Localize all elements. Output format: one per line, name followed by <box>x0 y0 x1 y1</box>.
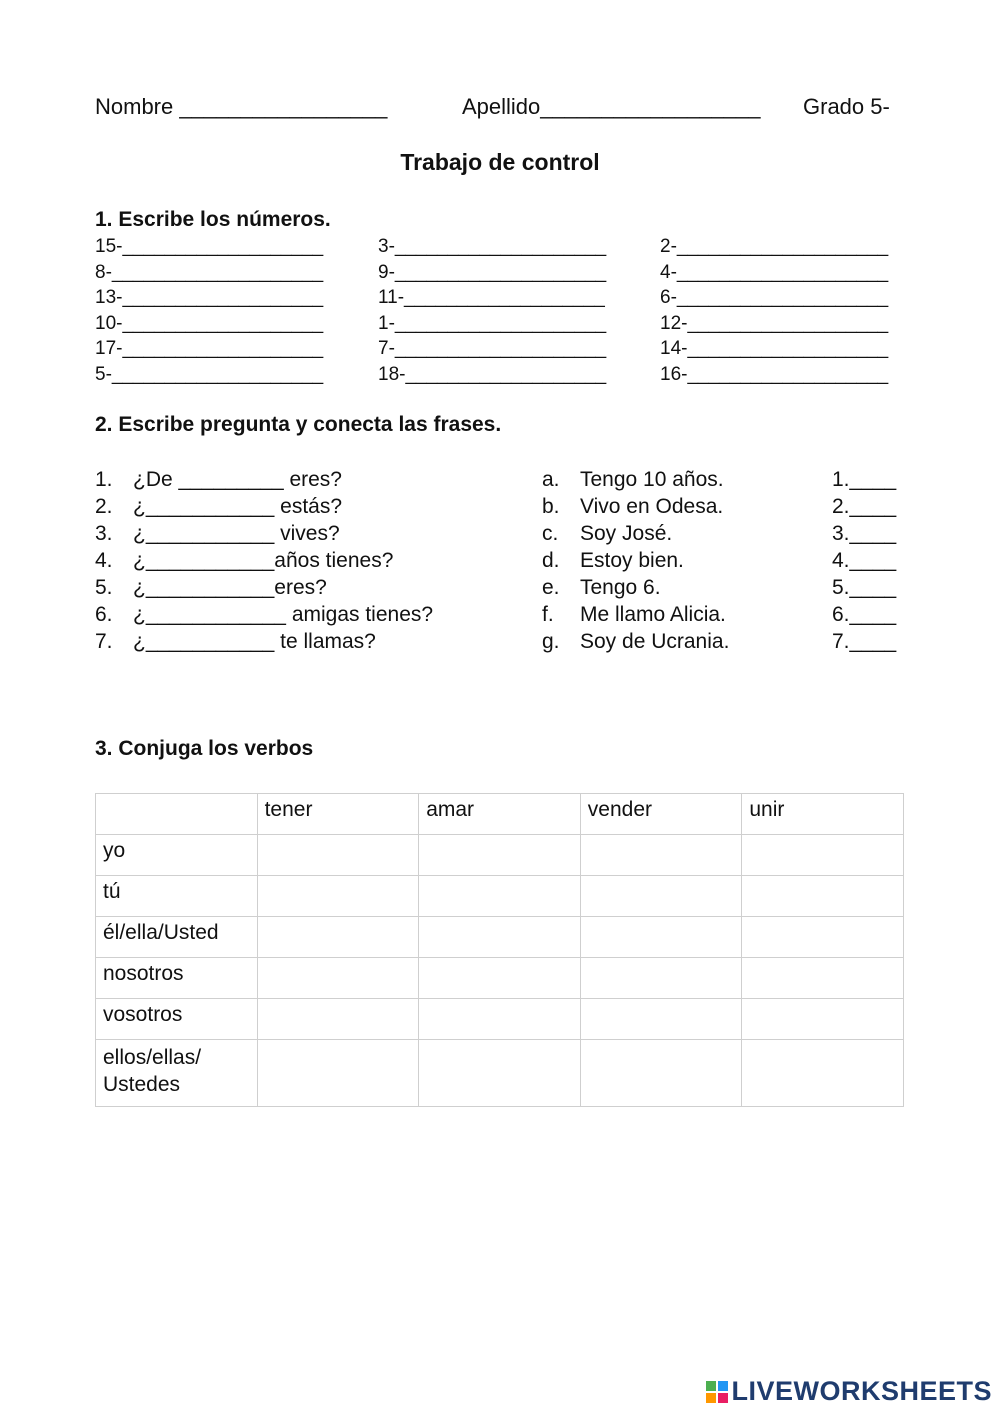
answers-list <box>580 466 729 655</box>
answer-cell[interactable] <box>580 835 742 876</box>
pronoun-cell: nosotros <box>96 958 258 999</box>
question-number: 5. <box>95 576 113 599</box>
answer-letter: a. <box>542 468 560 491</box>
answer-cell[interactable] <box>580 876 742 917</box>
table-row <box>96 999 904 1040</box>
question-number: 4. <box>95 549 113 572</box>
answer-cell[interactable] <box>257 876 419 917</box>
table-row <box>96 1040 904 1107</box>
number-item: 17-___________________ <box>95 338 324 359</box>
answer-letter: b. <box>542 495 560 518</box>
numbers-column-1 <box>95 234 323 387</box>
question-text: ¿___________ vives? <box>133 522 340 545</box>
question-numbers <box>95 466 113 655</box>
verb-header: vender <box>580 794 742 835</box>
section3-heading: 3. Conjuga los verbos <box>95 737 314 760</box>
match-blank[interactable]: 7.____ <box>832 630 897 653</box>
table-corner-cell <box>96 794 258 835</box>
answer-cell[interactable] <box>742 999 904 1040</box>
number-item: 8-____________________ <box>95 261 324 283</box>
verb-header: tener <box>257 794 419 835</box>
section2-heading: 2. Escribe pregunta y conecta las frases. <box>95 413 502 436</box>
answer-cell[interactable] <box>419 999 581 1040</box>
answer-text: Estoy bien. <box>580 549 684 572</box>
answer-cell[interactable] <box>580 917 742 958</box>
answer-cell[interactable] <box>742 835 904 876</box>
match-blank[interactable]: 3.____ <box>832 522 897 545</box>
questions-list <box>133 466 433 655</box>
answer-cell[interactable] <box>742 917 904 958</box>
answer-text: Tengo 10 años. <box>580 468 724 491</box>
number-item: 10-___________________ <box>95 312 324 334</box>
number-item: 12-___________________ <box>660 312 889 334</box>
answer-cell[interactable] <box>419 1040 581 1107</box>
answer-cell[interactable] <box>257 835 419 876</box>
answer-cell[interactable] <box>257 917 419 958</box>
number-item: 6-____________________ <box>660 287 889 308</box>
table-row <box>96 835 904 876</box>
liveworksheets-logo <box>706 1376 992 1407</box>
question-text: ¿De _________ eres? <box>133 468 342 491</box>
number-item: 13-___________________ <box>95 287 324 308</box>
answer-text: Me llamo Alicia. <box>580 603 726 626</box>
question-number: 7. <box>95 630 113 653</box>
verb-header: unir <box>742 794 904 835</box>
numbers-column-2 <box>378 234 606 387</box>
number-item: 2-____________________ <box>660 236 889 257</box>
question-number: 2. <box>95 495 113 518</box>
page-title: Trabajo de control <box>400 149 600 175</box>
question-text: ¿___________ estás? <box>133 495 343 518</box>
answer-letter: d. <box>542 549 560 572</box>
answer-cell[interactable] <box>742 1040 904 1107</box>
answer-letter: e. <box>542 576 560 599</box>
answer-cell[interactable] <box>742 876 904 917</box>
match-blank[interactable]: 1.____ <box>832 468 897 491</box>
grade-label: Grado 5- <box>803 94 890 119</box>
answer-cell[interactable] <box>580 958 742 999</box>
answer-cell[interactable] <box>580 1040 742 1107</box>
answer-letter: f. <box>542 603 554 626</box>
number-item: 18-___________________ <box>378 363 607 385</box>
match-blank[interactable]: 6.____ <box>832 603 897 626</box>
number-item: 7-____________________ <box>378 338 607 359</box>
number-item: 5-____________________ <box>95 363 324 385</box>
number-item: 11-___________________ <box>378 287 605 308</box>
answer-cell[interactable] <box>419 917 581 958</box>
answer-letter: g. <box>542 630 560 653</box>
answer-cell[interactable] <box>419 835 581 876</box>
question-number: 3. <box>95 522 113 545</box>
numbers-column-3 <box>660 234 888 387</box>
question-number: 6. <box>95 603 113 626</box>
answer-cell[interactable] <box>742 958 904 999</box>
logo-text: LIVEWORKSHEETS <box>731 1376 992 1406</box>
number-item: 4-____________________ <box>660 261 889 283</box>
pronoun-cell: tú <box>96 876 258 917</box>
number-item: 9-____________________ <box>378 261 607 283</box>
answer-text: Soy de Ucrania. <box>580 630 730 653</box>
question-text: ¿___________años tienes? <box>133 549 394 572</box>
answer-letter: c. <box>542 522 559 545</box>
answer-cell[interactable] <box>257 999 419 1040</box>
surname-field-label: Apellido__________________ <box>462 94 761 119</box>
table-row <box>96 876 904 917</box>
question-number: 1. <box>95 468 113 491</box>
answer-cell[interactable] <box>419 958 581 999</box>
number-item: 1-____________________ <box>378 312 607 334</box>
question-text: ¿___________eres? <box>133 576 327 599</box>
verb-header: amar <box>419 794 581 835</box>
match-blanks <box>832 466 896 655</box>
answer-cell[interactable] <box>257 1040 419 1107</box>
table-header-row <box>96 794 904 835</box>
table-row <box>96 958 904 999</box>
match-blank[interactable]: 4.____ <box>832 549 897 572</box>
match-blank[interactable]: 2.____ <box>832 495 897 518</box>
answer-cell[interactable] <box>580 999 742 1040</box>
pronoun-cell: él/ella/Usted <box>96 917 258 958</box>
conjugation-table <box>95 793 904 1107</box>
answer-text: Soy José. <box>580 522 673 545</box>
number-item: 3-____________________ <box>378 236 607 257</box>
answer-cell[interactable] <box>257 958 419 999</box>
match-blank[interactable]: 5.____ <box>832 576 897 599</box>
answer-text: Tengo 6. <box>580 576 661 599</box>
answer-text: Vivo en Odesa. <box>580 495 724 518</box>
section1-heading: 1. Escribe los números. <box>95 208 331 231</box>
number-item: 15-___________________ <box>95 236 324 257</box>
question-text: ¿___________ te llamas? <box>133 630 376 653</box>
pronoun-cell: ellos/ellas/ Ustedes <box>96 1040 258 1107</box>
table-row <box>96 917 904 958</box>
question-text: ¿____________ amigas tienes? <box>133 603 434 626</box>
pronoun-cell: vosotros <box>96 999 258 1040</box>
name-field-label: Nombre _________________ <box>95 94 388 119</box>
logo-squares-icon <box>706 1381 728 1403</box>
number-item: 16-___________________ <box>660 363 889 385</box>
answer-letters <box>542 466 560 655</box>
answer-cell[interactable] <box>419 876 581 917</box>
number-item: 14-___________________ <box>660 338 889 359</box>
pronoun-cell: yo <box>96 835 258 876</box>
